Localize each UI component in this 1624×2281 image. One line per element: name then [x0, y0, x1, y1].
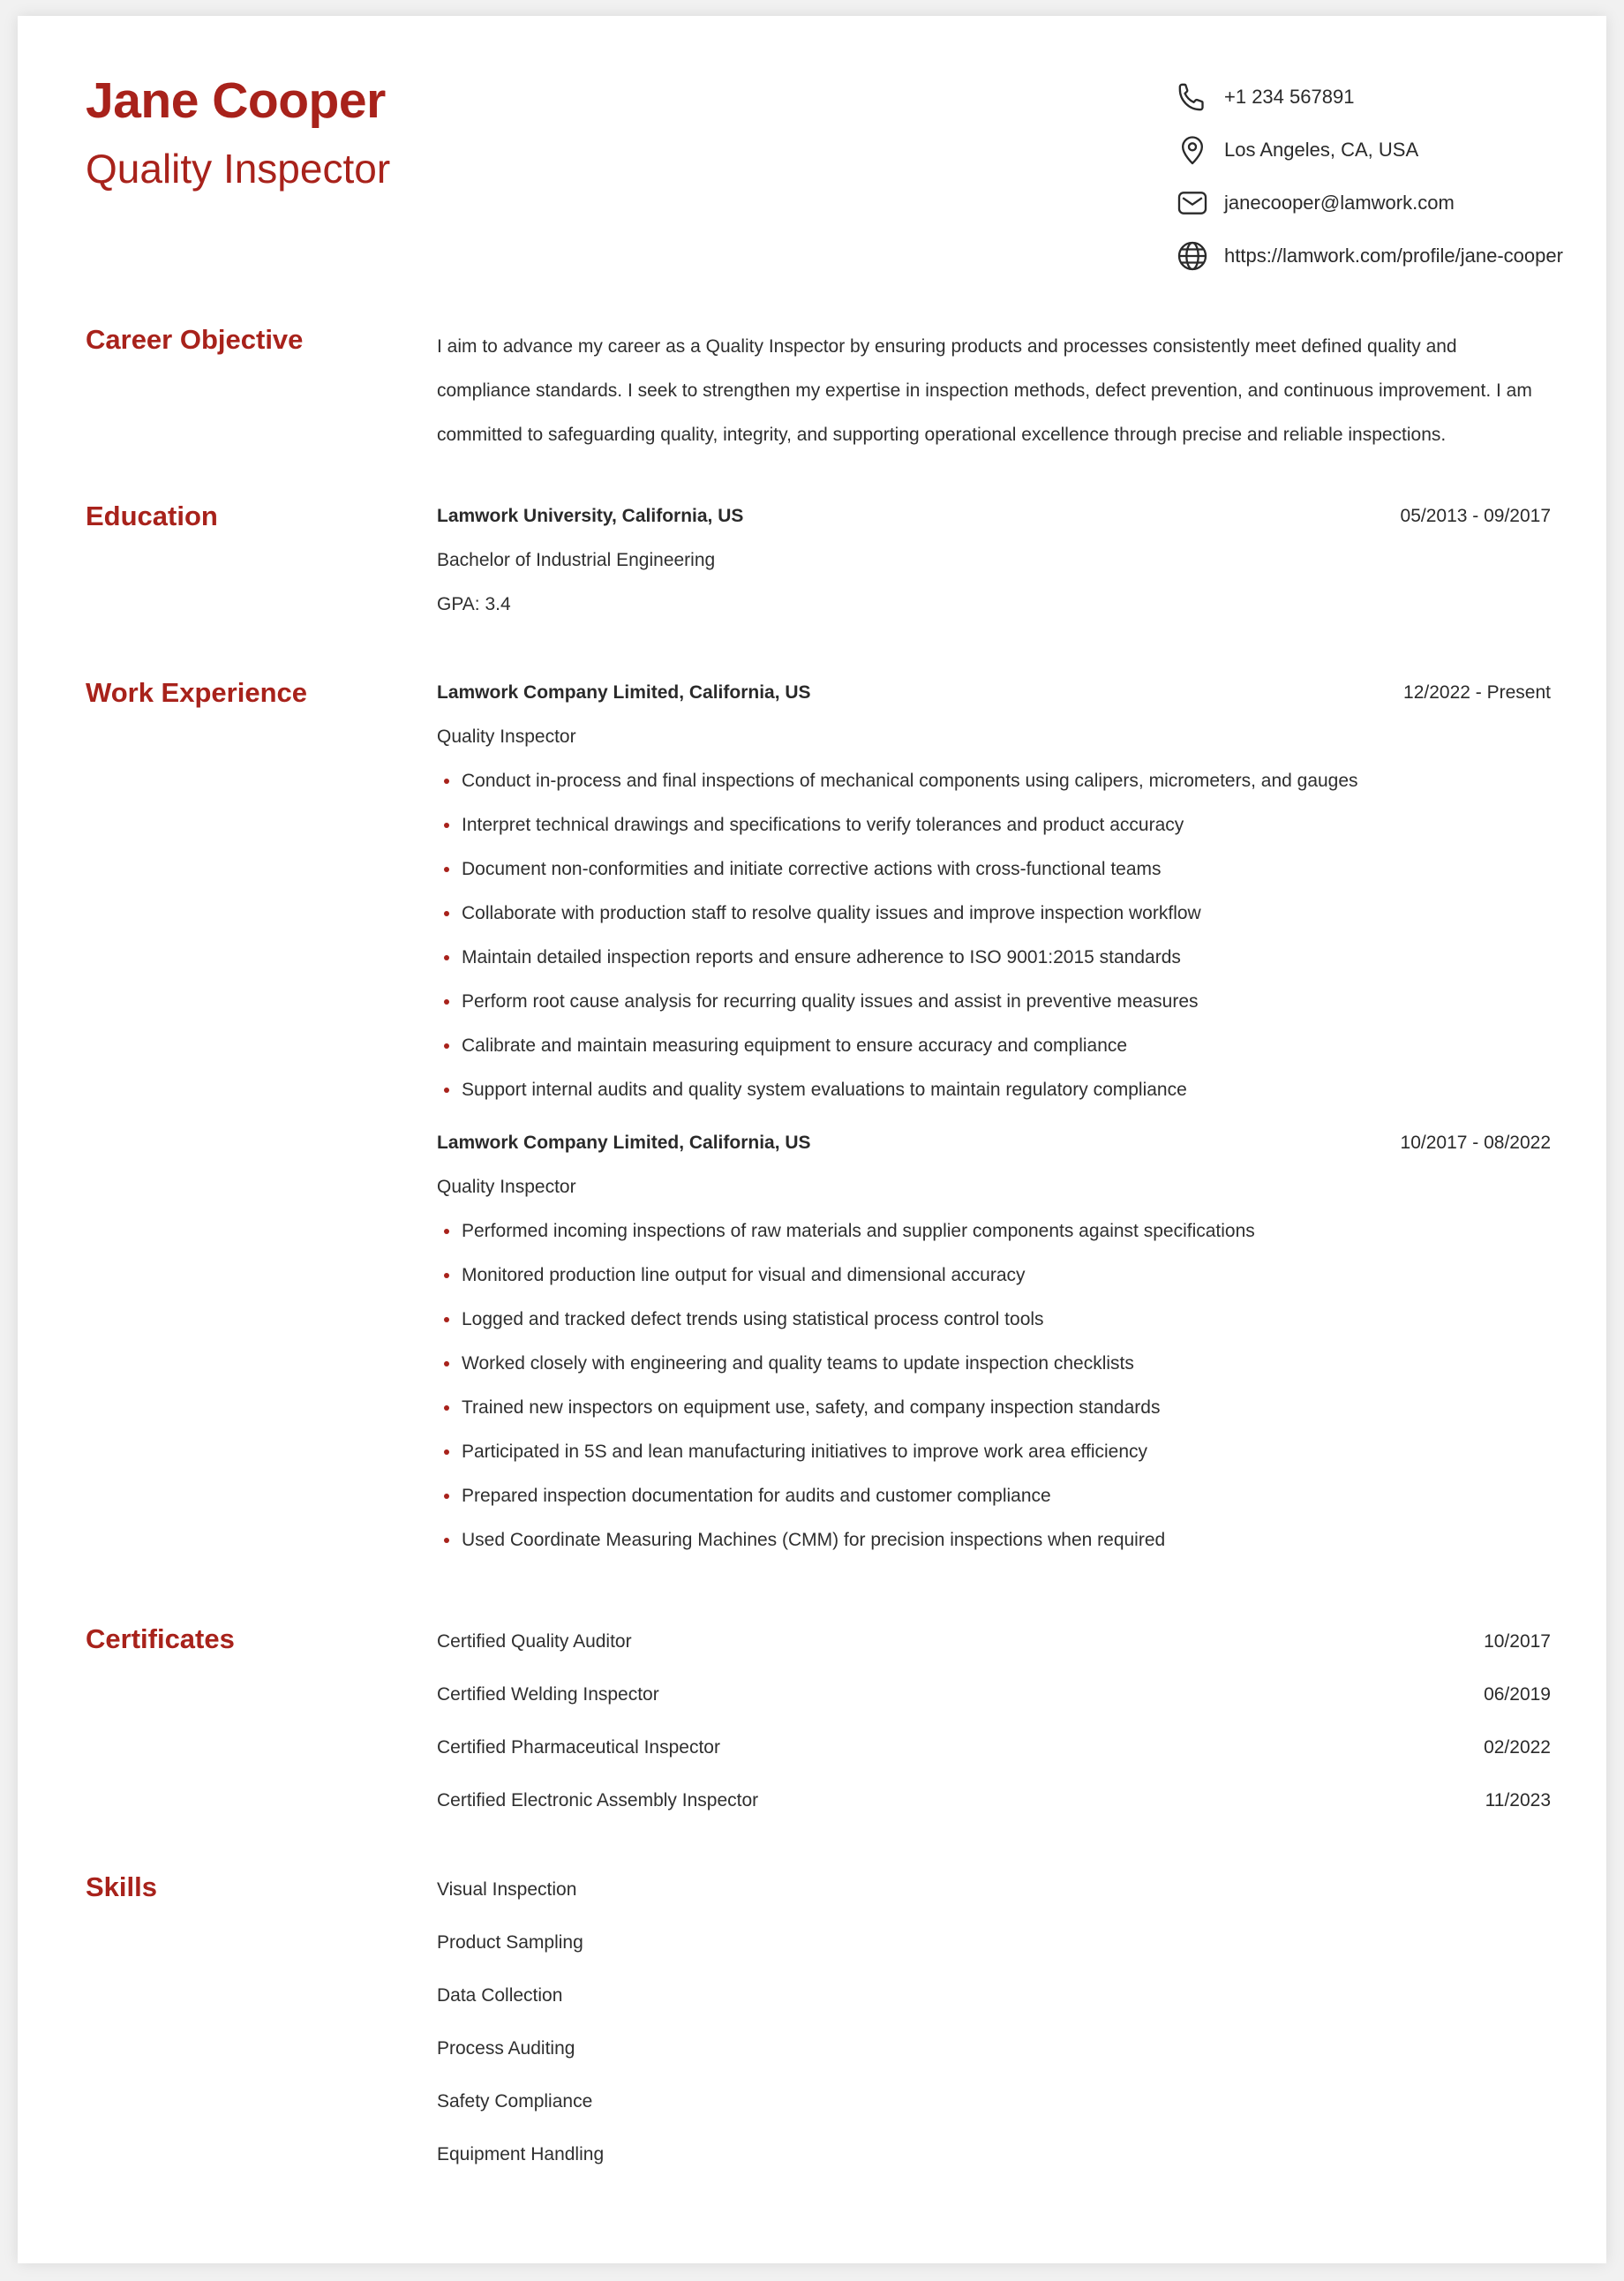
job-spacer [437, 1112, 1551, 1121]
company-name: Lamwork Company Limited, California, US [437, 682, 811, 703]
job-bullet: Calibrate and maintain measuring equipment to ensure accuracy and compliance [437, 1024, 1551, 1068]
skill-item [437, 1969, 1551, 2022]
job-bullet: Trained new inspectors on equipment use, safety, and company inspection standards [437, 1386, 1551, 1430]
certificate-row [437, 1774, 1551, 1827]
certificate-name: Certified Electronic Assembly Inspector [437, 1790, 759, 1810]
section-title-certificates: Certificates [86, 1623, 235, 1654]
job-role-row [437, 715, 1551, 759]
education-header-row [437, 494, 1551, 538]
contact-location [1175, 124, 1568, 177]
certificate-date: 11/2023 [1485, 1790, 1551, 1810]
certificate-row [437, 1615, 1551, 1668]
skill-name: Safety Compliance [437, 2091, 593, 2112]
education-dates: 05/2013 - 09/2017 [1400, 506, 1551, 526]
certificates-body [437, 1615, 1551, 1827]
section-title-education: Education [86, 501, 218, 531]
job-bullet: Interpret technical drawings and specifications to verify tolerances and product accuracy [437, 803, 1551, 847]
certificate-row [437, 1721, 1551, 1774]
skill-name: Product Sampling [437, 1932, 583, 1953]
email-icon [1175, 185, 1210, 221]
job-bullet: Logged and tracked defect trends using statistical process control tools [437, 1298, 1551, 1342]
contact-list [1175, 71, 1568, 282]
job-role: Quality Inspector [437, 1177, 576, 1197]
contact-email [1175, 177, 1568, 230]
resume-header [86, 71, 1568, 300]
skill-item [437, 1916, 1551, 1969]
job-bullet: Collaborate with production staff to resolve quality issues and improve inspection workflow [437, 892, 1551, 936]
profile-link[interactable]: https://lamwork.com/profile/jane-cooper [1224, 245, 1563, 267]
objective-body [437, 330, 1551, 457]
section-title-objective: Career Objective [86, 324, 304, 355]
section-title-experience: Work Experience [86, 677, 307, 708]
job-bullet: Support internal audits and quality system evaluations to maintain regulatory compliance [437, 1068, 1551, 1112]
candidate-title: Quality Inspector [86, 146, 391, 192]
contact-website [1175, 230, 1568, 282]
skill-name: Equipment Handling [437, 2144, 605, 2164]
job-bullet-list [437, 1209, 1551, 1562]
skill-item [437, 2128, 1551, 2181]
job-dates: 12/2022 - Present [1403, 682, 1551, 703]
certificate-date: 10/2017 [1484, 1631, 1551, 1652]
certificate-name: Certified Quality Auditor [437, 1631, 632, 1652]
certificate-name: Certified Welding Inspector [437, 1684, 659, 1705]
job-bullet: Monitored production line output for visual and dimensional accuracy [437, 1253, 1551, 1298]
skill-name: Process Auditing [437, 2038, 575, 2059]
location-text: Los Angeles, CA, USA [1224, 139, 1419, 161]
job-bullet: Conduct in-process and final inspections of mechanical components using calipers, micrometers, and gauges [437, 759, 1551, 803]
certificate-date: 06/2019 [1484, 1684, 1551, 1705]
job-bullet: Perform root cause analysis for recurring quality issues and assist in preventive measures [437, 980, 1551, 1024]
job-role-row [437, 1165, 1551, 1209]
phone-number[interactable]: +1 234 567891 [1224, 86, 1355, 108]
certificate-row [437, 1668, 1551, 1721]
experience-body [437, 671, 1551, 1562]
job-bullet: Participated in 5S and lean manufacturing initiatives to improve work area efficiency [437, 1430, 1551, 1474]
job-bullet: Maintain detailed inspection reports and ensure adherence to ISO 9001:2015 standards [437, 936, 1551, 980]
education-body [437, 494, 1551, 627]
skill-name: Data Collection [437, 1985, 563, 2006]
job-bullet: Used Coordinate Measuring Machines (CMM) for precision inspections when required [437, 1518, 1551, 1562]
job-entry [437, 671, 1551, 1112]
location-icon [1175, 132, 1210, 168]
gpa-value: GPA: 3.4 [437, 594, 511, 614]
job-bullet-list [437, 759, 1551, 1112]
globe-icon [1175, 238, 1210, 274]
section-title-skills: Skills [86, 1871, 157, 1902]
skill-name: Visual Inspection [437, 1879, 577, 1900]
job-bullet: Document non-conformities and initiate corrective actions with cross-functional teams [437, 847, 1551, 892]
skills-body [437, 1863, 1551, 2181]
contact-phone [1175, 71, 1568, 124]
candidate-name: Jane Cooper [86, 72, 386, 129]
objective-text: I aim to advance my career as a Quality Inspector by ensuring products and processes consistently meet defined quality and compliance standards. I seek to strengthen my expertise in inspection methods, defect prevention, and continuous improvement. I am committed to safeguarding quality, integrity, and supporting operational excellence through precise and reliable inspections. [437, 336, 1532, 445]
job-bullet: Performed incoming inspections of raw materials and supplier components against specifications [437, 1209, 1551, 1253]
gpa-row [437, 583, 1551, 627]
skill-item [437, 1863, 1551, 1916]
job-role: Quality Inspector [437, 726, 576, 747]
certificate-date: 02/2022 [1484, 1737, 1551, 1758]
job-header-row [437, 1121, 1551, 1165]
job-bullet: Worked closely with engineering and quality teams to update inspection checklists [437, 1342, 1551, 1386]
job-dates: 10/2017 - 08/2022 [1400, 1133, 1551, 1153]
skill-item [437, 2022, 1551, 2075]
job-header-row [437, 671, 1551, 715]
certificate-name: Certified Pharmaceutical Inspector [437, 1737, 720, 1758]
school-name: Lamwork University, California, US [437, 506, 744, 526]
phone-icon [1175, 79, 1210, 115]
degree-name: Bachelor of Industrial Engineering [437, 550, 716, 570]
degree-row [437, 538, 1551, 583]
job-entry [437, 1121, 1551, 1562]
email-address[interactable]: janecooper@lamwork.com [1224, 192, 1455, 214]
skill-item [437, 2075, 1551, 2128]
resume-sheet [18, 16, 1606, 2263]
job-bullet: Prepared inspection documentation for audits and customer compliance [437, 1474, 1551, 1518]
company-name: Lamwork Company Limited, California, US [437, 1133, 811, 1153]
